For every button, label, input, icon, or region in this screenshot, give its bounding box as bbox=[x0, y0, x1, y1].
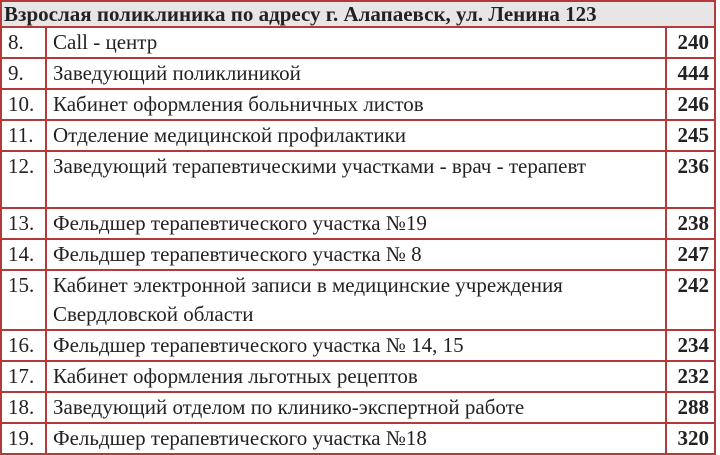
row-number: 8. bbox=[1, 27, 46, 58]
extension-number: 247 bbox=[666, 239, 715, 270]
row-number: 10. bbox=[1, 89, 46, 120]
department-name: Фельдшер терапевтического участка № 8 bbox=[46, 239, 666, 270]
table-row bbox=[1, 120, 715, 151]
table-row bbox=[1, 27, 715, 58]
table-row bbox=[1, 392, 715, 423]
row-number: 18. bbox=[1, 392, 46, 423]
table-row bbox=[1, 58, 715, 89]
department-name: Кабинет электронной записи в медицинские учреждения Свердловской области bbox=[46, 270, 666, 330]
extension-number: 288 bbox=[666, 392, 715, 423]
department-name: Заведующий терапевтическими участками - врач - терапевт bbox=[46, 151, 666, 208]
row-number: 11. bbox=[1, 120, 46, 151]
table-row bbox=[1, 361, 715, 392]
department-name: Фельдшер терапевтического участка №19 bbox=[46, 208, 666, 239]
table-row bbox=[1, 89, 715, 120]
row-number: 13. bbox=[1, 208, 46, 239]
extension-number: 242 bbox=[666, 270, 715, 330]
table-row bbox=[1, 151, 715, 208]
extension-number: 234 bbox=[666, 330, 715, 361]
row-number: 9. bbox=[1, 58, 46, 89]
extension-number: 232 bbox=[666, 361, 715, 392]
department-name: Заведующий поликлиникой bbox=[46, 58, 666, 89]
extension-number: 236 bbox=[666, 151, 715, 208]
extension-number: 320 bbox=[666, 423, 715, 454]
department-name: Кабинет оформления льготных рецептов bbox=[46, 361, 666, 392]
department-name: Call - центр bbox=[46, 27, 666, 58]
table-row bbox=[1, 239, 715, 270]
extension-number: 246 bbox=[666, 89, 715, 120]
extension-number: 238 bbox=[666, 208, 715, 239]
table-row bbox=[1, 208, 715, 239]
table-row bbox=[1, 423, 715, 454]
row-number: 14. bbox=[1, 239, 46, 270]
department-name: Заведующий отделом по клинико-экспертной работе bbox=[46, 392, 666, 423]
row-number: 15. bbox=[1, 270, 46, 330]
extension-number: 444 bbox=[666, 58, 715, 89]
row-number: 16. bbox=[1, 330, 46, 361]
table-header-row bbox=[1, 1, 715, 27]
department-name: Фельдшер терапевтического участка №18 bbox=[46, 423, 666, 454]
row-number: 12. bbox=[1, 151, 46, 208]
row-number: 19. bbox=[1, 423, 46, 454]
extension-number: 245 bbox=[666, 120, 715, 151]
table-title: Взрослая поликлиника по адресу г. Алапаевск, ул. Ленина 123 bbox=[1, 1, 715, 27]
extension-number: 240 bbox=[666, 27, 715, 58]
row-number: 17. bbox=[1, 361, 46, 392]
department-name: Отделение медицинской профилактики bbox=[46, 120, 666, 151]
department-name: Кабинет оформления больничных листов bbox=[46, 89, 666, 120]
table-row bbox=[1, 330, 715, 361]
table-row bbox=[1, 270, 715, 330]
department-name: Фельдшер терапевтического участка № 14, 15 bbox=[46, 330, 666, 361]
